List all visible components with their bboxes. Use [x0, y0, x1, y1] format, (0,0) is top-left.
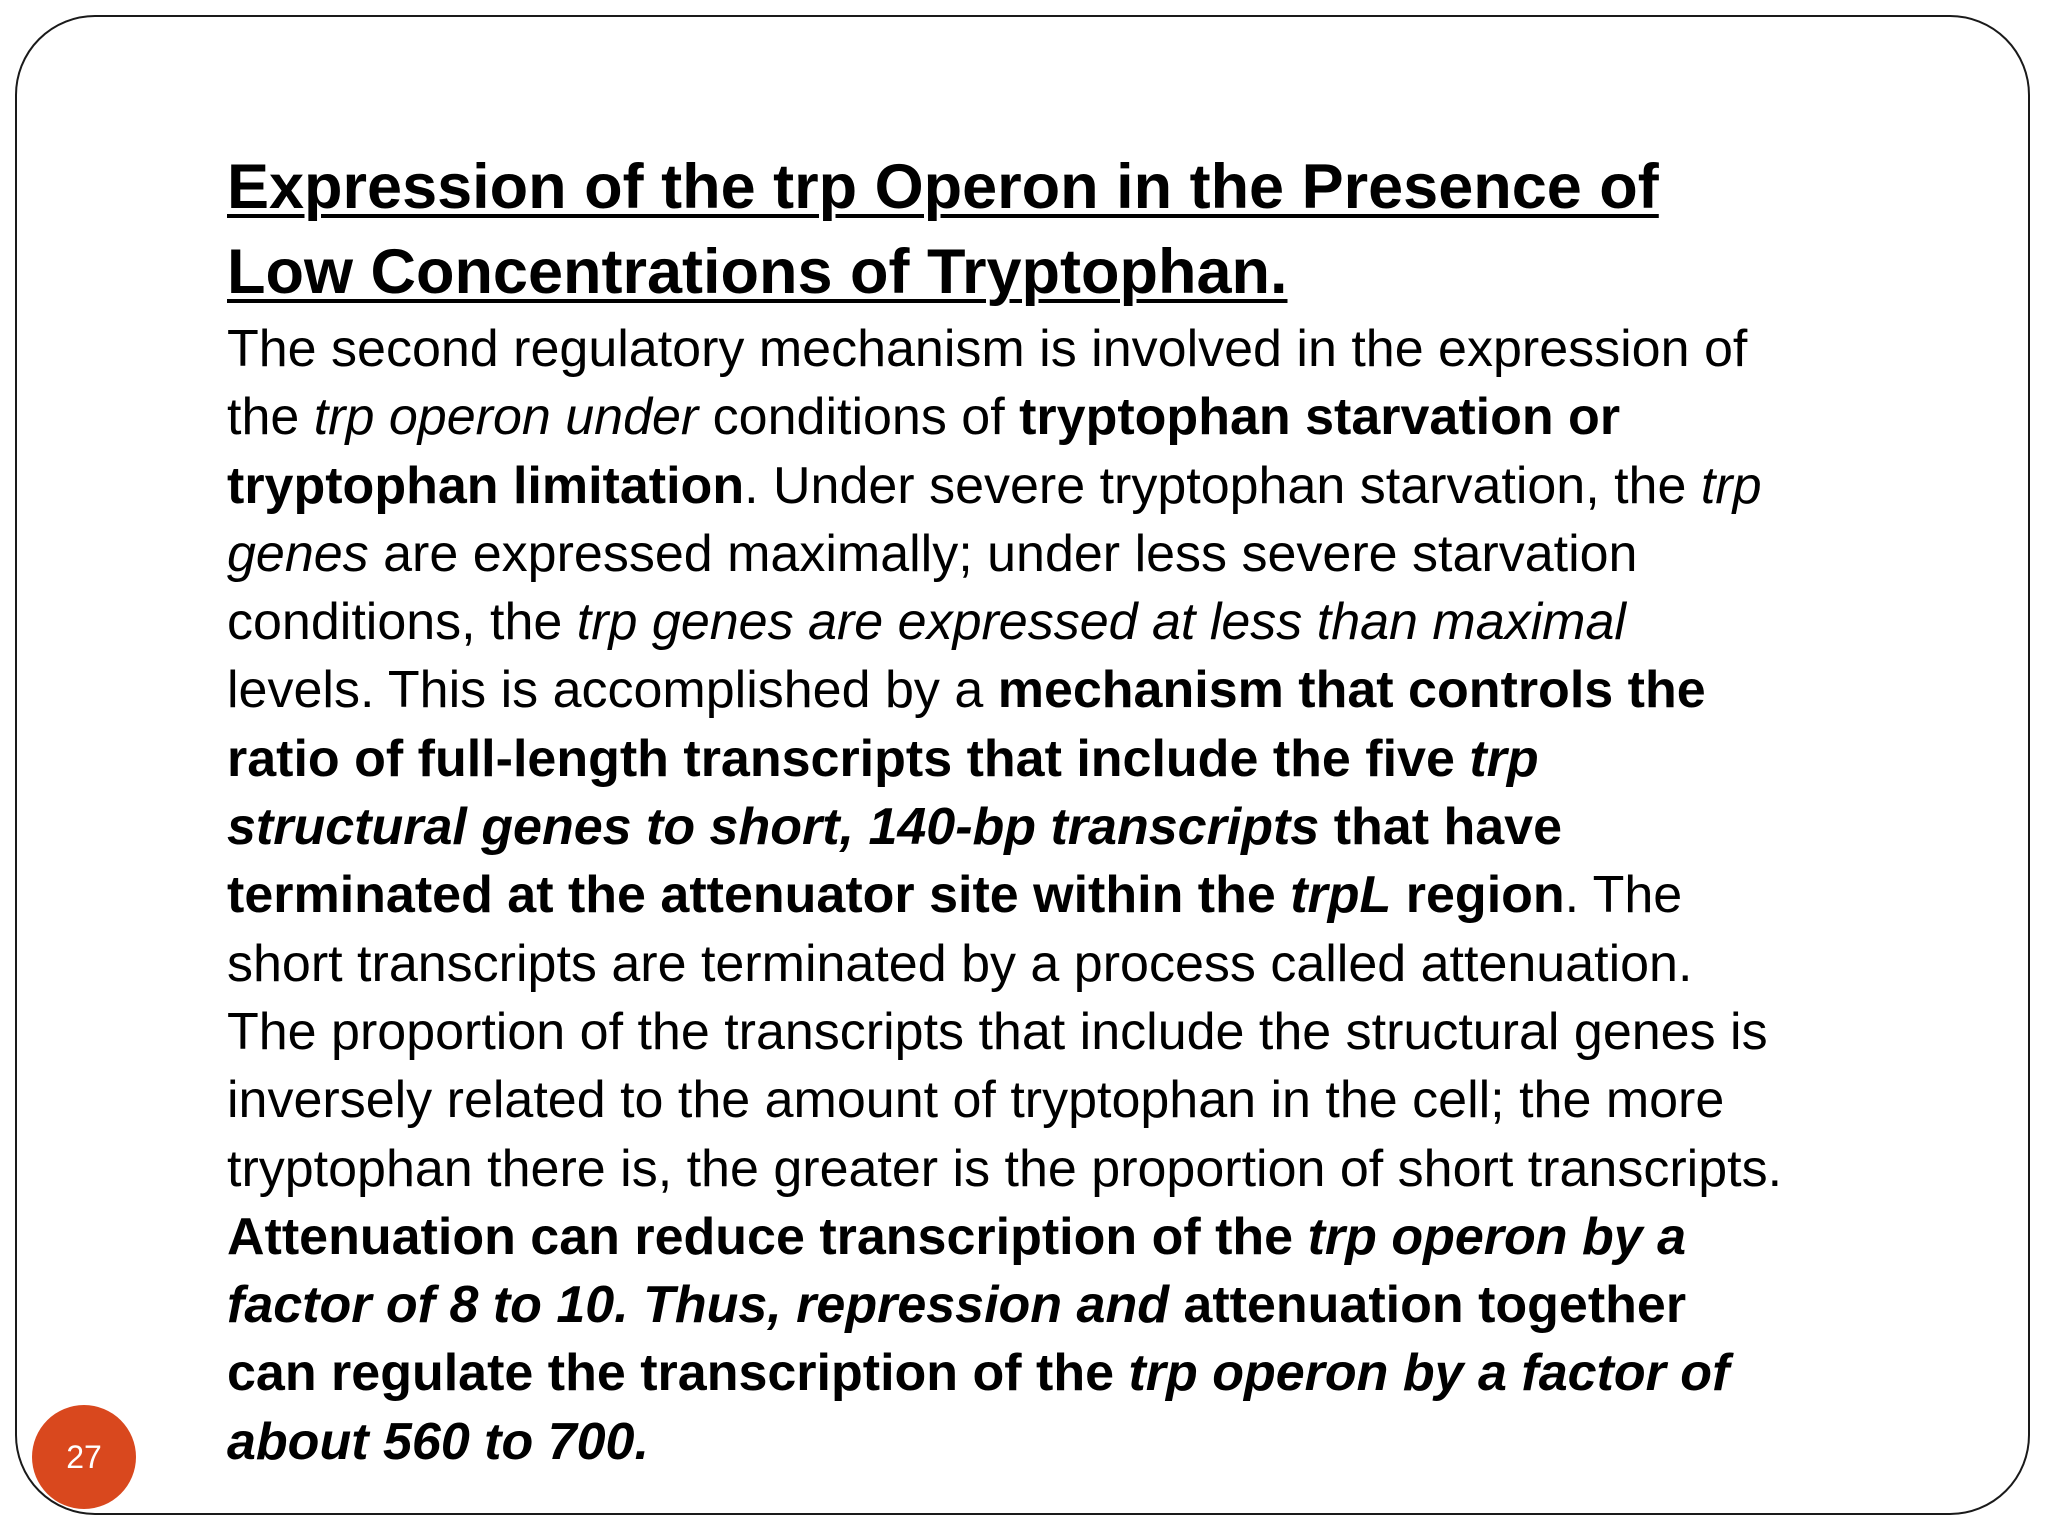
- body-text-line: [227, 930, 1987, 998]
- body-text-line: [227, 315, 1987, 383]
- body-text-line: [227, 520, 1987, 588]
- text-run: attenuation together: [1168, 1276, 1687, 1335]
- body-text-line: [227, 1339, 1987, 1407]
- text-run: levels. This is accomplished by a: [227, 661, 998, 720]
- text-run: trp genes are expressed at less than maximal: [576, 593, 1626, 652]
- text-run: terminated at the attenuator site within the: [227, 866, 1291, 925]
- body-text-line: [227, 725, 1987, 793]
- page-number-badge: 27: [32, 1405, 136, 1509]
- text-run: conditions of: [698, 388, 1020, 447]
- text-run: conditions, the: [227, 593, 577, 652]
- body-text-line: [227, 452, 1987, 520]
- text-run: about 560 to 700.: [227, 1412, 649, 1471]
- slide-title-line: Low Concentrations of Tryptophan.: [227, 237, 1288, 307]
- body-text-line: [227, 998, 1987, 1066]
- body-text-line: [227, 656, 1987, 724]
- text-run: tryptophan there is, the greater is the proportion of short transcripts.: [227, 1139, 1783, 1198]
- text-run: factor of 8 to 10. Thus, repression and: [227, 1276, 1169, 1335]
- text-run: tryptophan limitation: [227, 456, 745, 515]
- slide-title-line: Expression of the trp Operon in the Presence of: [227, 152, 1659, 222]
- text-run: trp operon under: [313, 388, 699, 447]
- text-run: the: [227, 388, 314, 447]
- text-run: . The: [1564, 866, 1683, 925]
- text-run: The proportion of the transcripts that include the structural genes is: [227, 1002, 1768, 1061]
- text-run: trp operon by a: [1307, 1207, 1687, 1266]
- text-run: genes: [227, 524, 369, 583]
- text-run: are expressed maximally; under less severe starvation: [368, 524, 1638, 583]
- body-text-line: [227, 793, 1987, 861]
- body-text-line: [227, 1066, 1987, 1134]
- text-run: mechanism that controls the: [997, 661, 1706, 720]
- text-run: trp operon by a factor of: [1128, 1344, 1730, 1403]
- text-run: short transcripts are terminated by a process called attenuation.: [227, 934, 1693, 993]
- body-text-line: [227, 1135, 1987, 1203]
- text-run: trp: [1469, 729, 1539, 788]
- slide-body-text: [227, 315, 1987, 1476]
- body-text-line: [227, 1271, 1987, 1339]
- slide-title: [227, 145, 1987, 315]
- text-run: region: [1391, 866, 1565, 925]
- body-text-line: [227, 1203, 1987, 1271]
- body-text-line: [227, 383, 1987, 451]
- text-run: . Under severe tryptophan starvation, the: [744, 456, 1701, 515]
- text-run: The second regulatory mechanism is involved in the expression of: [227, 320, 1748, 378]
- slide-content: [227, 145, 1987, 1476]
- body-text-line: [227, 861, 1987, 929]
- text-run: ratio of full-length transcripts that include the five: [227, 729, 1470, 788]
- text-run: structural genes to short, 140-bp transcripts: [227, 798, 1320, 857]
- text-run: trpL: [1290, 866, 1392, 925]
- body-text-line: [227, 1408, 1987, 1476]
- text-run: trp: [1700, 456, 1762, 515]
- text-run: Attenuation can reduce transcription of the: [227, 1207, 1308, 1266]
- text-run: tryptophan starvation or: [1019, 388, 1621, 447]
- text-run: inversely related to the amount of tryptophan in the cell; the more: [227, 1071, 1725, 1130]
- text-run: can regulate the transcription of the: [227, 1344, 1129, 1403]
- text-run: that have: [1319, 798, 1562, 857]
- body-text-line: [227, 588, 1987, 656]
